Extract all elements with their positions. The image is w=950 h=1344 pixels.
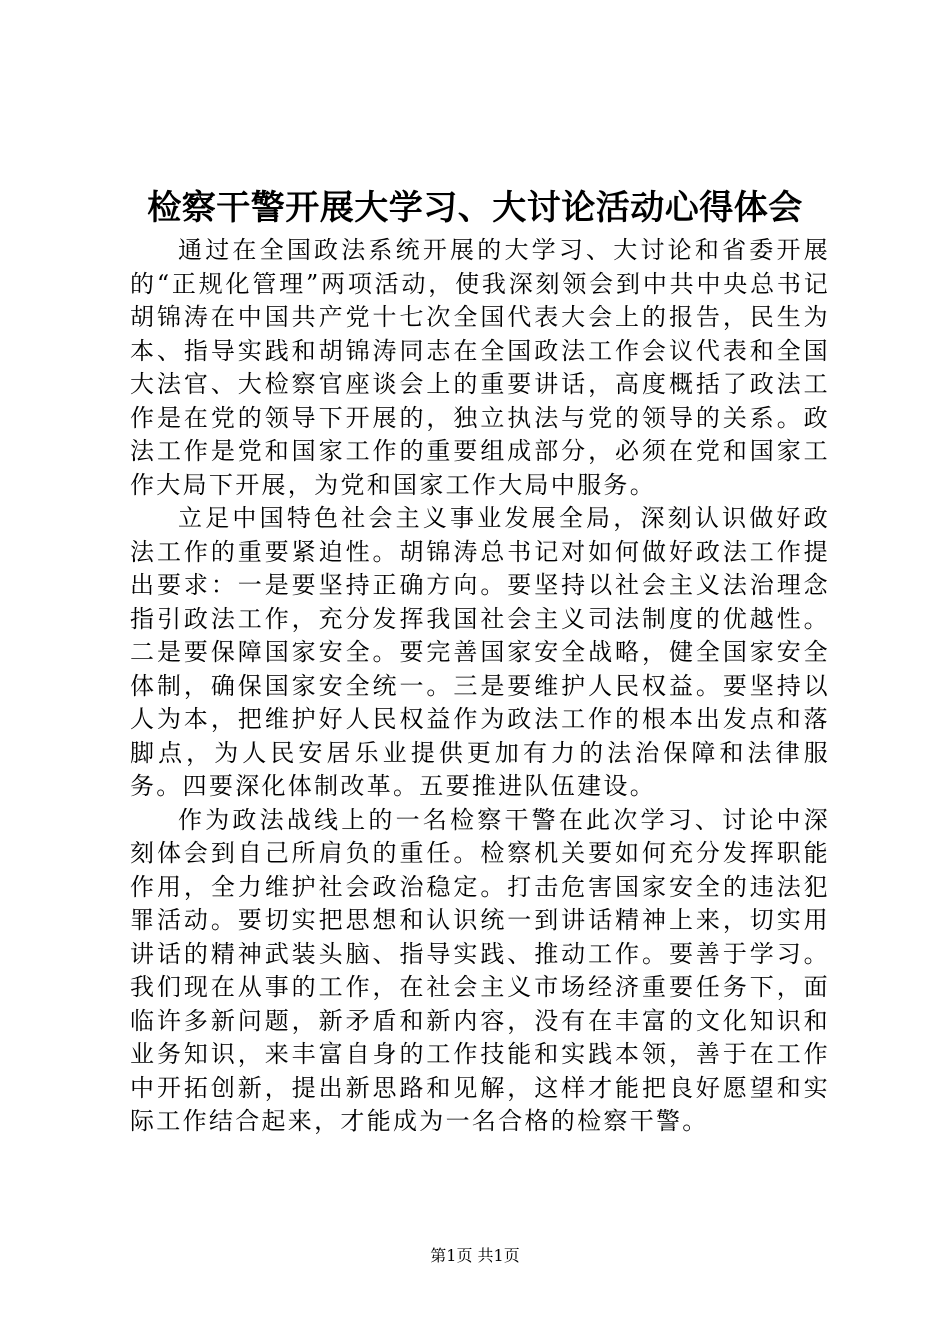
paragraph-3: 作为政法战线上的一名检察干警在此次学习、讨论中深刻体会到自己所肩负的重任。检察机关要如何充分发挥职能作用，全力维护社会政治稳定。打击危害国家安全的违法犯罪活动。要切实把思想和认识统一到讲话精神上来，切实用讲话的精神武装头脑、指导实践、推动工作。要善于学习。我们现在从事的工作，在社会主义市场经济重要任务下，面临许多新问题，新矛盾和新内容，没有在丰富的文化知识和业务知识，来丰富自身的工作技能和实践本领，善于在工作中开拓创新，提出新思路和见解，这样才能把良好愿望和实际工作结合起来，才能成为一名合格的检察干警。 bbox=[130, 805, 830, 1135]
document-body bbox=[130, 234, 830, 1139]
page-number-footer: 第1页 共1页 bbox=[430, 1246, 520, 1265]
document-title: 检察干警开展大学习、大讨论活动心得体会 bbox=[147, 188, 803, 228]
paragraph-2: 立足中国特色社会主义事业发展全局，深刻认识做好政法工作的重要紧迫性。胡锦涛总书记对如何做好政法工作提出要求：一是要坚持正确方向。要坚持以社会主义法治理念指引政法工作，充分发挥我国社会主义司法制度的优越性。二是要保障国家安全。要完善国家安全战略，健全国家安全体制，确保国家安全统一。三是要维护人民权益。要坚持以人为本，把维护好人民权益作为政法工作的根本出发点和落脚点，为人民安居乐业提供更加有力的法治保障和法律服务。四要深化体制改革。五要推进队伍建设。 bbox=[130, 504, 830, 800]
paragraph-1: 通过在全国政法系统开展的大学习、大讨论和省委开展的“正规化管理”两项活动，使我深刻领会到中共中央总书记胡锦涛在中国共产党十七次全国代表大会上的报告，民生为本、指导实践和胡锦涛同志在全国政法工作会议代表和全国大法官、大检察官座谈会上的重要讲话，高度概括了政法工作是在党的领导下开展的，独立执法与党的领导的关系。政法工作是党和国家工作的重要组成部分，必须在党和国家工作大局下开展，为党和国家工作大局中服务。 bbox=[130, 236, 830, 499]
